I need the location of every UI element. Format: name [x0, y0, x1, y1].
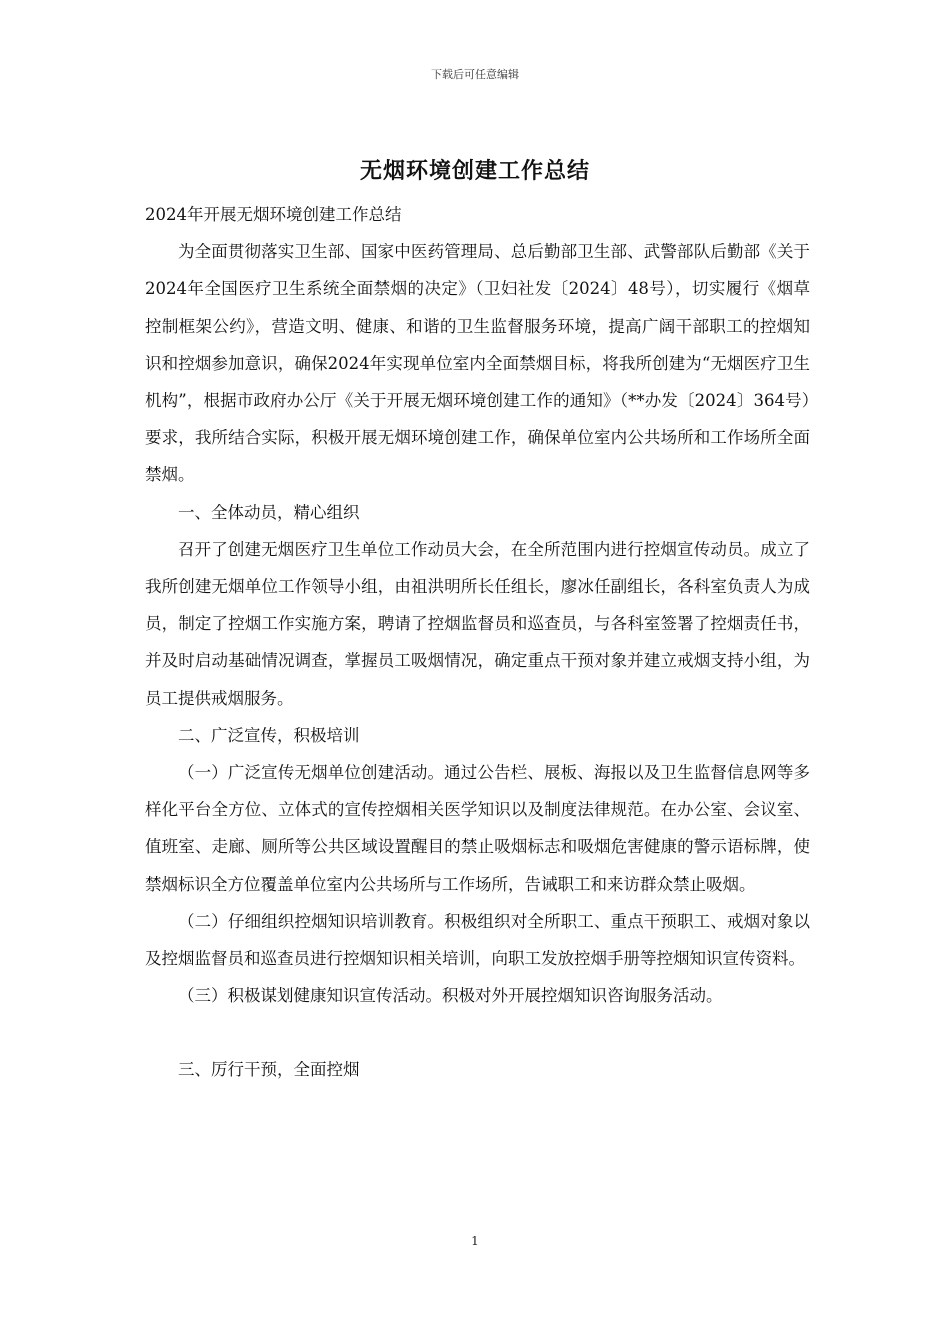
document-body [145, 196, 810, 1089]
section-heading-2: 二、广泛宣传，积极培训 [178, 725, 360, 745]
header-note: 下载后可任意编辑 [431, 68, 519, 81]
document-title: 无烟环境创建工作总结 [359, 158, 590, 184]
page-number: 1 [471, 1234, 479, 1248]
section-heading-1: 一、全体动员，精心组织 [178, 502, 360, 522]
section-2-item-2: （二）仔细组织控烟知识培训教育。积极组织对全所职工、重点干预职工、戒烟对象以及控烟监督员和巡查员进行控烟知识相关培训，向职工发放控烟手册等控烟知识宣传资料。 [145, 911, 810, 969]
section-2-item-1: （一）广泛宣传无烟单位创建活动。通过公告栏、展板、海报以及卫生监督信息网等多样化平台全方位、立体式的宣传控烟相关医学知识以及制度法律规范。在办公室、会议室、值班室、走廊、厕所等公共区域设置醒目的禁止吸烟标志和吸烟危害健康的警示语标牌，使禁烟标识全方位覆盖单位室内公共场所与工作场所，告诫职工和来访群众禁止吸烟。 [145, 763, 810, 894]
section-1-paragraph: 召开了创建无烟医疗卫生单位工作动员大会，在全所范围内进行控烟宣传动员。成立了我所创建无烟单位工作领导小组，由祖洪明所长任组长，廖冰任副组长，各科室负责人为成员，制定了控烟工作实施方案，聘请了控烟监督员和巡查员，与各科室签署了控烟责任书，并及时启动基础情况调查，掌握员工吸烟情况，确定重点干预对象并建立戒烟支持小组，为员工提供戒烟服务。 [145, 539, 810, 708]
intro-paragraph: 为全面贯彻落实卫生部、国家中医药管理局、总后勤部卫生部、武警部队后勤部《关于2024年全国医疗卫生系统全面禁烟的决定》（卫妇社发〔2024〕48号），切实履行《烟草控制框架公约》，营造文明、健康、和谐的卫生监督服务环境，提高广阔干部职工的控烟知识和控烟参加意识，确保2024年实现单位室内全面禁烟目标，将我所创建为“无烟医疗卫生机构”，根据市政府办公厅《关于开展无烟环境创建工作的通知》（**办发〔2024〕364号）要求，我所结合实际，积极开展无烟环境创建工作，确保单位室内公共场所和工作场所全面禁烟。 [145, 242, 810, 485]
section-2-item-3: （三）积极谋划健康知识宣传活动。积极对外开展控烟知识咨询服务活动。 [178, 986, 723, 1006]
subtitle-paragraph: 2024年开展无烟环境创建工作总结 [145, 205, 402, 224]
section-heading-3: 三、厉行干预，全面控烟 [178, 1060, 360, 1080]
